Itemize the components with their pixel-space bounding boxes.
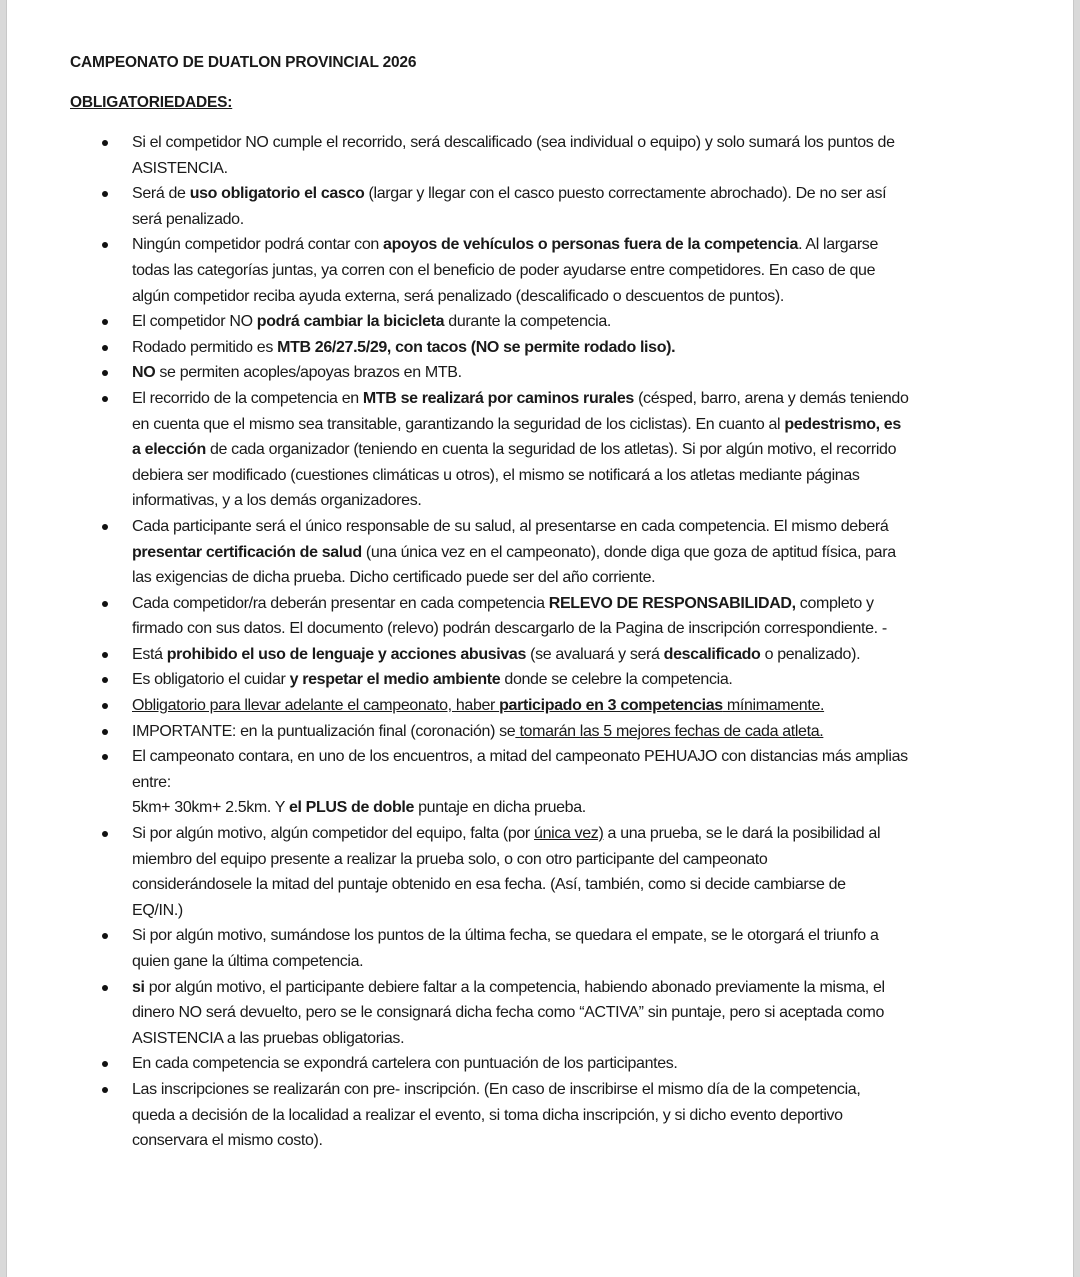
rule-item bbox=[7, 309, 1012, 335]
bold-text: descalificado bbox=[663, 645, 761, 663]
rule-text: por algún motivo, el participante debiere faltar a la competencia, habiendo abonado previamente la misma, el bbox=[144, 978, 885, 996]
rule-line bbox=[132, 386, 1012, 412]
bullet-icon bbox=[102, 140, 108, 146]
rule-item bbox=[7, 667, 1012, 693]
rule-text: o penalizado). bbox=[760, 645, 861, 663]
bullet-icon bbox=[102, 191, 108, 197]
section-heading: OBLIGATORIEDADES: bbox=[70, 94, 233, 111]
rule-text: durante la competencia. bbox=[444, 313, 612, 331]
rule-line bbox=[132, 181, 1012, 207]
bold-text: y respetar el medio ambiente bbox=[289, 671, 501, 689]
bold-text: si bbox=[132, 978, 145, 996]
rule-text: . Al largarse bbox=[798, 236, 878, 254]
rule-line bbox=[132, 667, 1012, 693]
rule-item bbox=[7, 975, 1012, 1052]
rule-text: puntaje en dicha prueba. bbox=[414, 799, 586, 817]
rule-text: donde se celebre la competencia. bbox=[500, 671, 733, 689]
page-edge-right bbox=[1073, 0, 1080, 1277]
rule-text: algún competidor reciba ayuda externa, será penalizado (descalificado o descuentos de puntos). bbox=[132, 287, 784, 305]
rule-text: debiera ser modificado (cuestiones climáticas u otros), el mismo se notificará a los atletas mediante páginas bbox=[132, 466, 860, 484]
rule-item bbox=[7, 1077, 1012, 1154]
rule-line bbox=[132, 207, 1012, 233]
rule-text: En cada competencia se expondrá cartelera con puntuación de los participantes. bbox=[132, 1055, 678, 1073]
rule-text: en cuenta que el mismo sea transitable, garantizando la seguridad de los ciclistas). En cuanto al bbox=[132, 415, 785, 433]
rule-text: (largar y llegar con el casco puesto correctamente abrochado). De no ser así bbox=[364, 185, 887, 203]
rule-item bbox=[7, 335, 1012, 361]
rule-line bbox=[132, 540, 1012, 566]
rule-text: será penalizado. bbox=[132, 210, 244, 228]
rule-text: El campeonato contara, en uno de los encuentros, a mitad del campeonato PEHUAJO con distancias más amplias bbox=[132, 748, 908, 766]
rule-text: informativas, y a los demás organizadores. bbox=[132, 492, 422, 510]
rule-line bbox=[132, 1051, 1012, 1077]
rule-item bbox=[7, 923, 1012, 974]
rule-line bbox=[132, 591, 1012, 617]
rule-line bbox=[132, 488, 1012, 514]
bold-text: a elección bbox=[132, 441, 206, 459]
rule-line bbox=[132, 130, 1012, 156]
rule-line bbox=[132, 360, 1012, 386]
rule-text: dinero NO será devuelto, pero se le consignará dicha fecha como “ACTIVA” sin puntaje, pero si aceptada como bbox=[132, 1004, 885, 1022]
document-title: CAMPEONATO DE DUATLON PROVINCIAL 2026 bbox=[70, 54, 417, 71]
bullet-icon bbox=[102, 652, 108, 658]
document-page bbox=[7, 0, 1073, 1277]
bullet-icon bbox=[102, 831, 108, 837]
rule-text: IMPORTANTE: en la puntualización final (coronación) se bbox=[132, 722, 516, 740]
rule-text: Cada competidor/ra deberán presentar en cada competencia bbox=[132, 594, 549, 612]
rule-text: miembro del equipo presente a realizar la prueba solo, o con otro participante del campeonato bbox=[132, 850, 768, 868]
rule-text: considerándosele la mitad del puntaje obtenido en esa fecha. (Así, también, como si decide cambiarse de bbox=[132, 876, 846, 894]
rule-text: Está bbox=[132, 645, 167, 663]
bold-text: podrá cambiar la bicicleta bbox=[256, 313, 445, 331]
rules-list bbox=[7, 130, 1012, 1154]
rule-text: entre: bbox=[132, 773, 171, 791]
rule-line bbox=[132, 1077, 1012, 1103]
rule-text: Cada participante será el único responsable de su salud, al presentarse en cada competencia. El mismo deberá bbox=[132, 517, 889, 535]
bold-text: NO bbox=[132, 364, 156, 382]
bold-text: MTB 26/27.5/29, con tacos (NO se permite rodado liso). bbox=[277, 338, 676, 356]
rule-text: queda a decisión de la localidad a realizar el evento, si toma dicha inscripción, y si dicho evento deportivo bbox=[132, 1106, 843, 1124]
rule-item bbox=[7, 744, 1012, 821]
rule-line bbox=[132, 975, 1012, 1001]
bold-text: el PLUS de doble bbox=[288, 799, 415, 817]
rule-text: (una única vez en el campeonato), donde diga que goza de aptitud física, para bbox=[361, 543, 896, 561]
rule-line bbox=[132, 949, 1012, 975]
bold-text: participado en 3 competencias bbox=[499, 697, 723, 715]
rule-line bbox=[132, 1103, 1012, 1129]
rule-text: quien gane la última competencia. bbox=[132, 953, 364, 970]
rule-item bbox=[7, 386, 1012, 514]
rule-item bbox=[7, 360, 1012, 386]
rule-line bbox=[132, 693, 1012, 719]
rule-line bbox=[132, 1128, 1012, 1154]
rule-text: 5km+ 30km+ 2.5km. Y bbox=[132, 799, 289, 817]
rule-item bbox=[7, 232, 1012, 309]
rule-line bbox=[132, 437, 1012, 463]
rule-item bbox=[7, 693, 1012, 719]
rule-text: tomarán las 5 mejores fechas de cada atleta. bbox=[515, 722, 824, 740]
rule-text: El competidor NO bbox=[132, 313, 257, 331]
rule-text: firmado con sus datos. El documento (relevo) podrán descargarlo de la Pagina de inscripción correspondiente. - bbox=[132, 620, 887, 638]
bullet-icon bbox=[102, 1087, 108, 1093]
rule-line bbox=[132, 412, 1012, 438]
bold-text: pedestrismo, es bbox=[784, 415, 901, 433]
rule-text: ASISTENCIA a las pruebas obligatorias. bbox=[132, 1029, 405, 1047]
rule-text: las exigencias de dicha prueba. Dicho certificado puede ser del año corriente. bbox=[132, 569, 656, 587]
page-edge-left bbox=[0, 0, 7, 1277]
rule-text: Es obligatorio el cuidar bbox=[132, 671, 290, 689]
rule-text: (se avaluará y será bbox=[526, 645, 664, 663]
bold-text: RELEVO DE RESPONSABILIDAD, bbox=[548, 594, 796, 612]
rule-line bbox=[132, 335, 1012, 361]
rule-line bbox=[132, 770, 1012, 796]
bullet-icon bbox=[102, 703, 108, 709]
rule-text: mínimamente. bbox=[722, 697, 825, 715]
bullet-icon bbox=[102, 1061, 108, 1067]
rule-line bbox=[132, 821, 1012, 847]
rule-text: todas las categorías juntas, ya corren con el beneficio de poder ayudarse entre competidores. En caso de que bbox=[132, 261, 876, 279]
rule-line bbox=[132, 514, 1012, 540]
bullet-icon bbox=[102, 370, 108, 376]
rule-text: a una prueba, se le dará la posibilidad al bbox=[603, 825, 881, 843]
rule-line bbox=[132, 719, 1012, 745]
rule-line bbox=[132, 1000, 1012, 1026]
rule-line bbox=[132, 923, 1012, 949]
bold-text: apoyos de vehículos o personas fuera de la competencia bbox=[383, 236, 799, 254]
bullet-icon bbox=[102, 396, 108, 402]
rule-text: se permiten acoples/apoyas brazos en MTB. bbox=[155, 364, 462, 382]
rule-line bbox=[132, 795, 1012, 821]
rule-text: de cada organizador (teniendo en cuenta la seguridad de los atletas). Si por algún motivo, el recorrido bbox=[205, 441, 897, 459]
rule-text: ASISTENCIA. bbox=[132, 159, 228, 177]
bullet-icon bbox=[102, 677, 108, 683]
rule-text: Será de bbox=[132, 185, 190, 203]
bullet-icon bbox=[102, 242, 108, 248]
rule-item bbox=[7, 181, 1012, 232]
bullet-icon bbox=[102, 345, 108, 351]
rule-line bbox=[132, 565, 1012, 591]
rule-line bbox=[132, 1026, 1012, 1052]
rule-line bbox=[132, 744, 1012, 770]
bullet-icon bbox=[102, 601, 108, 607]
rule-text: (césped, barro, arena y demás teniendo bbox=[633, 389, 909, 407]
rule-text: única vez) bbox=[534, 825, 604, 843]
rule-line bbox=[132, 258, 1012, 284]
rule-line bbox=[132, 872, 1012, 898]
rule-line bbox=[132, 284, 1012, 310]
bullet-icon bbox=[102, 985, 108, 991]
bullet-icon bbox=[102, 754, 108, 760]
rule-line bbox=[132, 847, 1012, 873]
rule-item bbox=[7, 821, 1012, 923]
rule-line bbox=[132, 309, 1012, 335]
rule-text: completo y bbox=[795, 594, 874, 612]
rule-item bbox=[7, 642, 1012, 668]
rule-line bbox=[132, 156, 1012, 182]
bullet-icon bbox=[102, 933, 108, 939]
bold-text: prohibido el uso de lenguaje y acciones abusivas bbox=[166, 645, 527, 663]
rule-line bbox=[132, 898, 1012, 924]
rule-text: EQ/IN.) bbox=[132, 901, 183, 919]
rule-text: conservara el mismo costo). bbox=[132, 1132, 323, 1150]
bullet-icon bbox=[102, 729, 108, 735]
bold-text: MTB se realizará por caminos rurales bbox=[362, 389, 634, 407]
rule-text: Si por algún motivo, algún competidor del equipo, falta (por bbox=[132, 825, 535, 843]
bold-text: presentar certificación de salud bbox=[132, 543, 362, 561]
rule-line bbox=[132, 642, 1012, 668]
rule-text: El recorrido de la competencia en bbox=[132, 389, 363, 407]
bullet-icon bbox=[102, 319, 108, 325]
rule-text: Rodado permitido es bbox=[132, 338, 278, 356]
bullet-icon bbox=[102, 524, 108, 530]
rule-line bbox=[132, 232, 1012, 258]
rule-text: Si por algún motivo, sumándose los puntos de la última fecha, se quedara el empate, se le otorgará el triunfo a bbox=[132, 927, 879, 945]
rule-line bbox=[132, 463, 1012, 489]
rule-item bbox=[7, 719, 1012, 745]
rule-item bbox=[7, 514, 1012, 591]
rule-line bbox=[132, 616, 1012, 642]
rule-item bbox=[7, 1051, 1012, 1077]
rule-text: Las inscripciones se realizarán con pre- inscripción. (En caso de inscribirse el mismo día de la competencia, bbox=[132, 1080, 861, 1098]
rule-text: Si el competidor NO cumple el recorrido, será descalificado (sea individual o equipo) y solo sumará los puntos de bbox=[132, 134, 895, 151]
rule-item bbox=[7, 591, 1012, 642]
rule-text: Ningún competidor podrá contar con bbox=[132, 236, 384, 254]
bold-text: uso obligatorio el casco bbox=[189, 185, 365, 203]
rule-text: Obligatorio para llevar adelante el campeonato, haber bbox=[132, 697, 500, 715]
rule-item bbox=[7, 130, 1012, 181]
